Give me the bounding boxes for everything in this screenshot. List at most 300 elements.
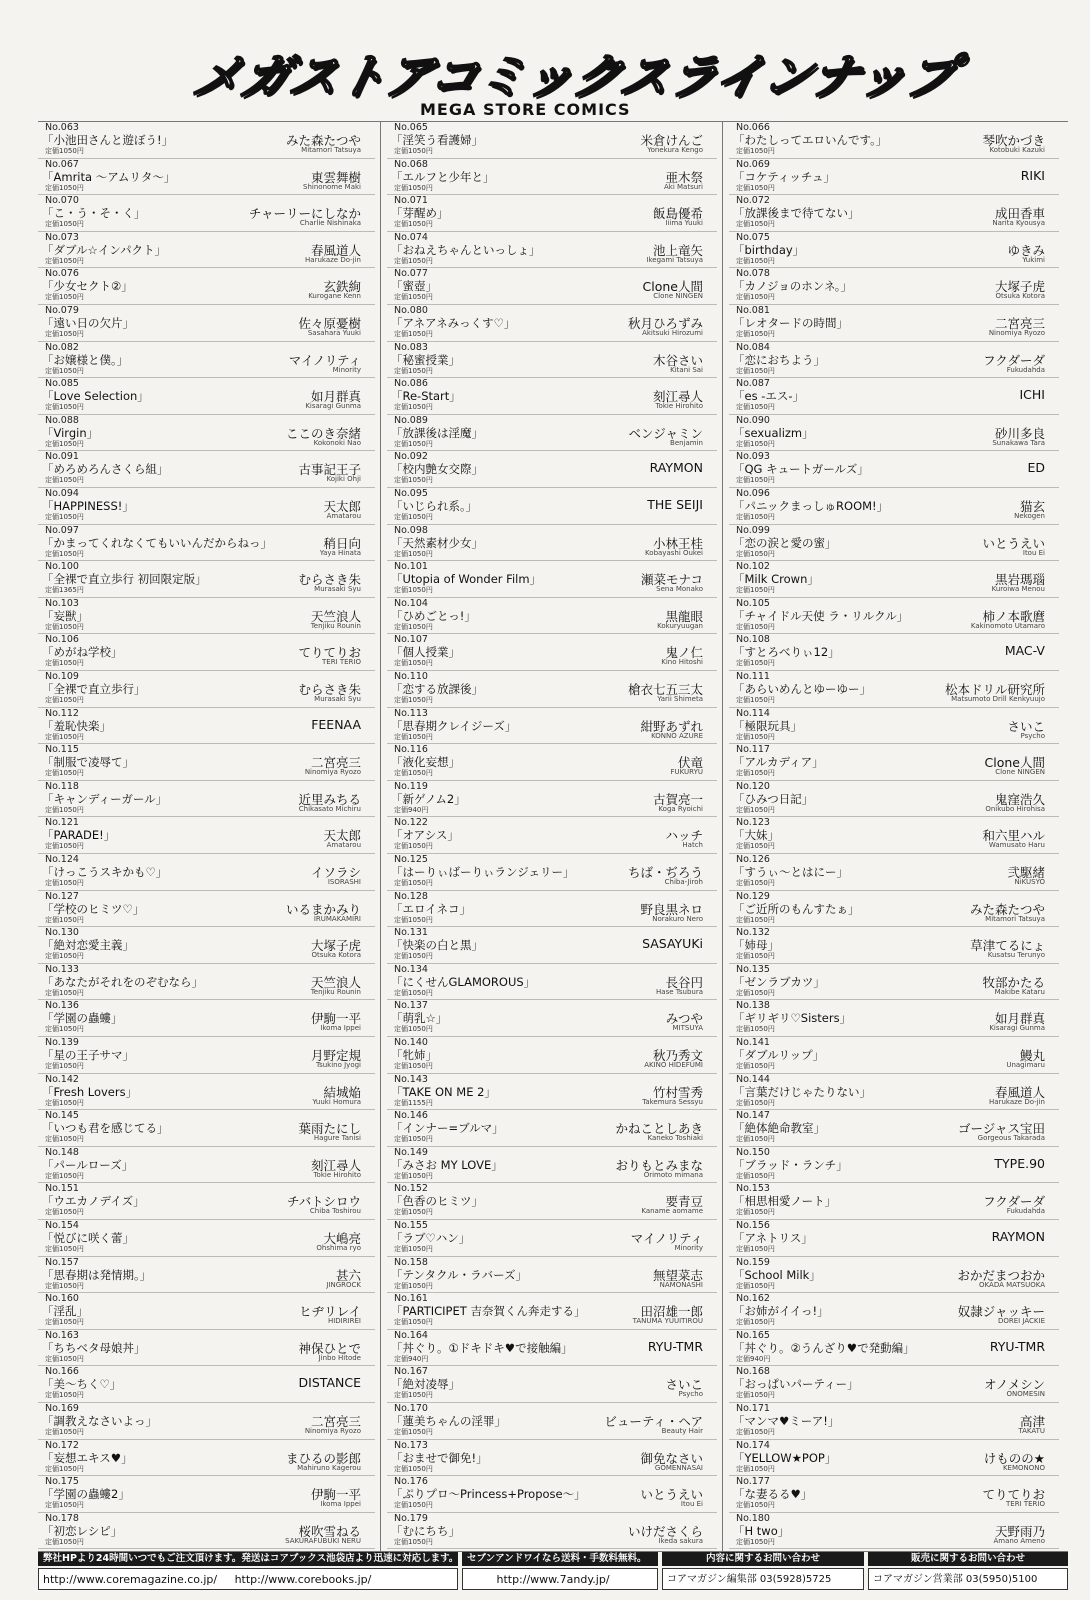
entry-title: 「おませで御免!」 — [391, 1450, 488, 1465]
entry-author-romaji: Yukimi — [1022, 255, 1045, 264]
entry-author: THE SEIJI — [647, 497, 703, 512]
entry-title: 「萌乳☆」 — [391, 1011, 448, 1026]
entry-number: No.095 — [394, 488, 428, 499]
entry-price: 定価1050円 — [45, 366, 84, 375]
entry-author-romaji: Kuroiwa Menou — [991, 585, 1045, 594]
entry-number: No.099 — [736, 524, 770, 536]
entry-author-romaji: NAMONASHI — [659, 1280, 703, 1289]
entry-author-romaji: Chiba Toshirou — [309, 1207, 361, 1216]
entry-author: RYU-TMR — [647, 1338, 703, 1354]
entry-author: いとうえい — [640, 1487, 703, 1503]
catalog-entry — [38, 1000, 375, 1037]
catalog-entry — [38, 1366, 375, 1403]
entry-title: 「言葉だけじゃたりない」 — [733, 1084, 871, 1099]
catalog-entry — [387, 1110, 717, 1147]
entry-author: 田沼雄一郎 — [640, 1304, 703, 1320]
entry-number: No.084 — [736, 341, 770, 353]
entry-title: 「マンマ♥ミーア!」 — [733, 1414, 840, 1428]
entry-number: No.129 — [736, 890, 770, 902]
entry-title: 「星の王子サマ」 — [42, 1048, 134, 1062]
entry-title: 「むにちち」 — [391, 1523, 460, 1538]
entry-price: 定価1050円 — [736, 1171, 775, 1180]
entry-author: ここのき奈緒 — [285, 425, 361, 441]
entry-title: 「オアシス」 — [391, 828, 459, 843]
entry-author: 天竺浪人 — [310, 974, 361, 990]
entry-price: 定価1050円 — [394, 1245, 433, 1253]
entry-title: 「めがね学校」 — [42, 645, 123, 660]
entry-author-romaji: GOMENNASAI — [654, 1463, 703, 1472]
entry-author: DISTANCE — [298, 1375, 361, 1391]
entry-price: 定価1050円 — [736, 513, 775, 521]
entry-author: Clone人間 — [984, 755, 1045, 771]
entry-author-romaji: Norakuro Nero — [652, 914, 703, 923]
entry-price: 定価1050円 — [45, 549, 84, 558]
entry-author-romaji: Koga Ryoichi — [658, 804, 703, 813]
catalog-entry — [387, 1330, 717, 1367]
entry-price: 定価1050円 — [394, 220, 433, 229]
entry-author-romaji: Matsumoto Drill Kenkyuujo — [951, 695, 1045, 703]
entry-number: No.147 — [736, 1110, 770, 1122]
entry-author: むらさき朱 — [298, 572, 361, 588]
catalog-entry — [38, 598, 375, 635]
catalog-entry — [387, 378, 717, 415]
catalog-entry — [729, 342, 1059, 379]
entry-title: 「思春期クレイジーズ」 — [391, 718, 517, 733]
entry-number: No.146 — [394, 1110, 428, 1122]
entry-number: No.136 — [45, 1000, 79, 1012]
entry-author-romaji: Psycho — [678, 1390, 703, 1399]
catalog-entry — [387, 1074, 717, 1111]
catalog-entry — [729, 598, 1059, 635]
entry-author: チャーリーにしなか — [248, 206, 361, 222]
entry-title: 「パールローズ」 — [42, 1157, 134, 1172]
entry-price: 定価1050円 — [45, 256, 84, 265]
entry-price: 定価1050円 — [736, 1208, 775, 1217]
entry-number: No.101 — [394, 561, 428, 573]
catalog-entry — [387, 122, 717, 159]
catalog-entry — [387, 1147, 717, 1184]
catalog-entry — [729, 1110, 1059, 1147]
entry-title: 「sexualizm」 — [733, 425, 814, 440]
entry-price: 定価1050円 — [736, 1464, 775, 1473]
entry-title: 「校内艶女交際」 — [391, 462, 483, 477]
entry-author-romaji: Kisaragi Gunma — [305, 402, 361, 411]
entry-author-romaji: Yonekura Kengo — [647, 146, 703, 154]
sevenandy-link[interactable]: http://www.7andy.jp/ — [496, 1573, 610, 1586]
entry-number: No.109 — [45, 671, 79, 682]
entry-author: フクダーダ — [983, 352, 1045, 368]
catalog-entry — [38, 671, 375, 708]
entry-price: 定価1050円 — [45, 879, 84, 887]
entry-author-romaji: Ikoma Ippei — [320, 1024, 361, 1033]
entry-price: 定価1050円 — [45, 1318, 84, 1327]
entry-author: TYPE.90 — [994, 1155, 1045, 1171]
entry-author: かねことしあき — [615, 1121, 703, 1137]
entry-author-romaji: Benjamin — [670, 438, 703, 447]
entry-number: No.123 — [736, 817, 770, 829]
entry-number: No.166 — [45, 1366, 79, 1378]
entry-number: No.088 — [45, 414, 79, 426]
entry-number: No.162 — [736, 1293, 770, 1305]
entry-number: No.063 — [45, 122, 79, 133]
entry-author: 月野定規 — [310, 1048, 361, 1063]
entry-number: No.112 — [45, 707, 79, 719]
entry-author: てりてりお — [298, 645, 361, 661]
entry-number: No.152 — [394, 1183, 428, 1195]
entry-price: 定価1050円 — [736, 952, 775, 961]
entry-author: 槍衣七五三太 — [627, 682, 703, 697]
entry-author: RAYMON — [991, 1229, 1045, 1244]
entry-author-romaji: DOREI JACKIE — [997, 1317, 1045, 1326]
entry-author: 琴吹かづき — [982, 133, 1045, 148]
entry-title: 「パニックまっしゅROOM!」 — [733, 499, 889, 513]
entry-number: No.065 — [394, 122, 428, 133]
entry-author: 秋乃秀文 — [652, 1048, 703, 1063]
catalog-entry — [387, 1513, 717, 1550]
footer-order — [38, 1552, 458, 1592]
catalog-entry — [38, 854, 375, 891]
corebooks-link[interactable]: http://www.corebooks.jp/ — [234, 1573, 372, 1586]
entry-price: 定価1050円 — [45, 622, 84, 631]
entry-title: 「ちちベタ母娘丼」 — [42, 1340, 146, 1355]
entry-title: 「芽醒め」 — [391, 206, 449, 221]
entry-author: 春風道人 — [994, 1084, 1045, 1100]
entry-author: 紺野あずれ — [640, 718, 703, 734]
entry-price: 定価1050円 — [736, 293, 775, 302]
entry-title: 「悦びに咲く蕾」 — [42, 1231, 134, 1245]
entry-price: 定価1050円 — [394, 1025, 433, 1034]
entry-number: No.070 — [45, 195, 79, 207]
catalog-entry — [38, 1220, 375, 1257]
entry-price: 定価1050円 — [736, 439, 775, 448]
entry-price: 定価1050円 — [394, 1391, 433, 1400]
catalog-entry — [729, 817, 1059, 854]
entry-number: No.108 — [736, 634, 770, 646]
entry-title: 「おねえちゃんといっしょ」 — [391, 242, 541, 257]
entry-number: No.103 — [45, 597, 79, 609]
entry-author-romaji: Kojiki Ohji — [326, 475, 361, 484]
entry-author: 神保ひとで — [298, 1340, 361, 1356]
catalog-entry — [729, 708, 1059, 745]
entry-title: 「Fresh Lovers」 — [42, 1084, 138, 1099]
page-subtitle: MEGA STORE COMICS — [420, 100, 631, 119]
entry-number: No.151 — [45, 1183, 79, 1195]
entry-author-romaji: Clone NINGEN — [995, 768, 1045, 777]
catalog-entry — [38, 122, 375, 159]
entry-title: 「Love Selection」 — [42, 389, 149, 404]
entry-number: No.139 — [45, 1037, 79, 1048]
entry-author: まひるの影郎 — [285, 1450, 361, 1466]
entry-author-romaji: Amatarou — [326, 512, 361, 520]
entry-title: 「相思相愛ノート」 — [733, 1194, 837, 1209]
entry-author-romaji: Hase Tsubura — [656, 987, 703, 996]
entry-author: ハッチ — [665, 828, 703, 844]
entry-price: 定価1050円 — [736, 256, 775, 265]
entry-number: No.142 — [45, 1073, 79, 1085]
catalog-entry — [387, 744, 717, 781]
entry-author-romaji: Amano Ameno — [993, 1536, 1045, 1545]
entry-number: No.067 — [45, 158, 79, 170]
entry-number: No.074 — [394, 231, 428, 243]
entry-price: 定価1050円 — [394, 1135, 433, 1144]
entry-author-romaji: Ikegami Tatsuya — [646, 255, 703, 264]
entry-author-romaji: Tokie Hirohito — [313, 1170, 361, 1179]
entry-title: 「小池田さんと遊ぼう!」 — [42, 133, 174, 147]
entry-price: 定価1365円 — [45, 586, 84, 595]
entry-author-romaji: HIDIRIREI — [327, 1317, 361, 1326]
entry-number: No.096 — [736, 488, 770, 499]
entry-author: てりてりお — [982, 1487, 1045, 1503]
catalog-entry — [729, 854, 1059, 891]
entry-number: No.174 — [736, 1439, 770, 1451]
entry-author-romaji: Ninomiya Ryozo — [304, 1427, 361, 1435]
entry-author: マイノリティ — [288, 352, 361, 368]
sales-inquiry-label: 販売に関するお問い合わせ — [868, 1552, 1068, 1566]
entry-number: No.126 — [736, 854, 770, 865]
entry-price: 定価1050円 — [45, 1354, 84, 1363]
entry-author: RYU-TMR — [989, 1338, 1045, 1354]
entry-price: 定価1050円 — [45, 696, 84, 704]
catalog-entry — [38, 781, 375, 818]
entry-price: 定価1050円 — [736, 1062, 775, 1070]
catalog-entry — [38, 1476, 375, 1513]
entry-title: 「秘蜜授業」 — [391, 352, 460, 367]
entry-number: No.172 — [45, 1439, 79, 1451]
entry-number: No.169 — [45, 1403, 79, 1414]
entry-title: 「アネトリス」 — [733, 1231, 813, 1245]
entry-author-romaji: Ikoma Ippei — [320, 1500, 361, 1509]
catalog-entry — [38, 268, 375, 305]
entry-author: 二宮亮三 — [310, 755, 361, 771]
entry-title: 「調教えなさいよっ」 — [42, 1414, 157, 1428]
entry-number: No.104 — [394, 597, 428, 609]
entry-price: 定価1050円 — [45, 1062, 84, 1070]
entry-author-romaji: Ikeda sakura — [658, 1536, 703, 1545]
entry-author-romaji: Kaneko Toshiaki — [647, 1134, 703, 1143]
entry-number: No.076 — [45, 268, 79, 280]
catalog-entry — [387, 671, 717, 708]
entry-number: No.158 — [394, 1256, 428, 1268]
entry-price: 定価1050円 — [736, 915, 775, 924]
entry-author: 亜木祭 — [665, 169, 703, 185]
entry-price: 定価1050円 — [736, 659, 775, 668]
entry-author: 桜吹雪ねる — [298, 1523, 361, 1539]
entry-price: 定価1050円 — [736, 622, 775, 631]
catalog-entry — [387, 232, 717, 269]
catalog-entry — [38, 708, 375, 745]
catalog-entry — [38, 927, 375, 964]
coremagazine-link[interactable]: http://www.coremagazine.co.jp/ — [43, 1573, 218, 1586]
entry-author: 古賀亮一 — [652, 791, 703, 807]
entry-title: 「ぷりプロ～Princess+Propose～」 — [391, 1487, 586, 1502]
entry-author: さいこ — [665, 1377, 703, 1393]
entry-price: 定価1050円 — [736, 1025, 775, 1034]
entry-author: RIKI — [1020, 167, 1045, 183]
entry-price: 定価1050円 — [736, 805, 775, 814]
entry-number: No.135 — [736, 963, 770, 975]
entry-number: No.100 — [45, 561, 79, 573]
entry-number: No.137 — [394, 1000, 428, 1012]
entry-price: 定価1050円 — [394, 732, 433, 741]
entry-author: 天太郎 — [323, 828, 361, 844]
entry-price: 定価1050円 — [45, 1135, 84, 1144]
entry-title: 「ウエカノデイズ」 — [42, 1194, 145, 1209]
entry-author-romaji: Kurogane Kenn — [308, 292, 361, 301]
entry-number: No.124 — [45, 854, 79, 865]
entry-author: けものの★ — [983, 1450, 1045, 1466]
entry-author-romaji: Hagure Tanisi — [313, 1134, 361, 1143]
entry-author-romaji: Kokuryuugan — [657, 621, 703, 630]
entry-author-romaji: Akitsuki Hirozumi — [642, 329, 703, 337]
entry-number: No.080 — [394, 305, 428, 316]
entry-author-romaji: Psycho — [1020, 731, 1045, 740]
catalog-entry — [38, 561, 375, 598]
entry-title: 「QG キュートガールズ」 — [733, 462, 869, 477]
entry-price: 定価940円 — [394, 1354, 429, 1363]
entry-author: 猫玄 — [1019, 499, 1045, 514]
entry-number: No.119 — [394, 780, 428, 792]
catalog-entry — [38, 1403, 375, 1440]
entry-title: 「妄想エキス♥」 — [42, 1450, 133, 1465]
catalog-entry — [729, 1513, 1059, 1550]
entry-number: No.179 — [394, 1512, 428, 1524]
entry-author: ベンジャミン — [628, 425, 703, 441]
entry-price: 定価1050円 — [736, 879, 775, 887]
entry-price: 定価1050円 — [394, 293, 433, 302]
entry-author: オノメシン — [984, 1377, 1045, 1393]
entry-title: 「おっぱいパーティー」 — [733, 1377, 859, 1392]
entry-author-romaji: Yarii Shimeta — [657, 695, 703, 703]
entry-price: 定価1050円 — [45, 1025, 84, 1034]
entry-number: No.091 — [45, 451, 79, 463]
entry-title: 「PARADE!」 — [42, 828, 116, 843]
entry-price: 定価940円 — [736, 1354, 771, 1363]
entry-author: 野良黒ネロ — [640, 901, 703, 917]
entry-author-romaji: Tenjiku Rounin — [310, 987, 361, 996]
entry-price: 定価1050円 — [736, 1135, 775, 1144]
entry-author: いるまかみり — [285, 901, 361, 917]
entry-author: 奴隷ジャッキー — [957, 1304, 1045, 1320]
entry-number: No.075 — [736, 231, 770, 243]
catalog-entry — [38, 378, 375, 415]
entry-price: 定価1050円 — [394, 549, 433, 558]
entry-author-romaji: KONNO AZURE — [651, 731, 703, 740]
entry-price: 定価1050円 — [45, 513, 84, 521]
catalog-entry — [729, 525, 1059, 562]
entry-author: 佐々原憂樹 — [298, 316, 361, 331]
entry-author-romaji: AKINO HIDEFUMI — [644, 1061, 703, 1069]
entry-number: No.134 — [394, 963, 428, 975]
catalog-entry — [729, 561, 1059, 598]
entry-number: No.093 — [736, 451, 770, 463]
catalog-entry — [38, 195, 375, 232]
entry-title: 「Re-Start」 — [391, 389, 461, 404]
entry-author: 天竺浪人 — [310, 608, 361, 624]
entry-number: No.116 — [394, 744, 428, 756]
entry-author: 瀬菜モナコ — [640, 572, 703, 588]
entry-title: 「School Milk」 — [733, 1267, 821, 1282]
entry-author-romaji: ISORASHI — [327, 878, 361, 886]
entry-price: 定価1050円 — [394, 879, 433, 887]
entry-price: 定価1050円 — [736, 1537, 775, 1546]
catalog-entry — [38, 1147, 375, 1184]
entry-author: 伊駒一平 — [310, 1487, 361, 1503]
catalog-entry — [387, 891, 717, 928]
order-notice: 弊社HPより24時間いつでもご注文頂けます。発送はコアブックス池袋店より迅速に対応します。 — [38, 1552, 458, 1566]
entry-title: 「テンタクル・ラバーズ」 — [391, 1267, 528, 1282]
entry-author-romaji: ONOMESIN — [1006, 1390, 1045, 1399]
entry-author-romaji: TERI TERIO — [322, 658, 361, 667]
entry-price: 定価1050円 — [394, 696, 433, 704]
entry-number: No.143 — [394, 1073, 428, 1085]
entry-author: おかだまつおか — [957, 1267, 1045, 1283]
entry-title: 「液化妄想」 — [391, 755, 460, 770]
entry-number: No.138 — [736, 1000, 770, 1012]
entry-author-romaji: Onikubo Hirohisa — [985, 804, 1045, 813]
catalog-entry — [38, 1330, 375, 1367]
content-contact: コアマガジン編集部 03(5928)5725 — [662, 1568, 864, 1590]
catalog-entry — [38, 1037, 375, 1074]
catalog-entry — [38, 1293, 375, 1330]
entry-number: No.097 — [45, 524, 79, 536]
entry-number: No.150 — [736, 1146, 770, 1158]
entry-price: 定価1050円 — [45, 952, 84, 961]
entry-title: 「天然素材少女」 — [391, 535, 483, 550]
entry-author: おりもとみまな — [615, 1157, 703, 1173]
entry-title: 「コケティッチュ」 — [733, 169, 836, 184]
catalog-entry — [387, 488, 717, 525]
entry-price: 定価1050円 — [394, 1062, 433, 1070]
entry-author: ビューティ・ヘア — [604, 1414, 703, 1429]
entry-number: No.087 — [736, 378, 770, 390]
entry-number: No.177 — [736, 1476, 770, 1488]
entry-title: 「蓮美ちゃんの淫罪」 — [391, 1414, 506, 1428]
catalog-entry — [387, 634, 717, 671]
entry-author: RAYMON — [649, 460, 703, 476]
entry-author-romaji: Orimoto mimana — [643, 1170, 703, 1179]
catalog-entry — [38, 451, 375, 488]
entry-number: No.164 — [394, 1329, 428, 1341]
entry-title: 「学園の蟲螻2」 — [42, 1487, 130, 1502]
entry-number: No.085 — [45, 378, 79, 390]
catalog-entry — [729, 488, 1059, 525]
entry-author-romaji: Tokie Hirohito — [655, 402, 703, 411]
entry-number: No.145 — [45, 1110, 79, 1122]
entry-price: 定価1050円 — [394, 622, 433, 631]
entry-price: 定価1050円 — [736, 1281, 775, 1290]
catalog-entry — [387, 342, 717, 379]
entry-author-romaji: Charlie Nishinaka — [299, 219, 361, 228]
entry-author-romaji: Harukaze Do-jin — [305, 255, 361, 264]
entry-author-romaji: Kakinomoto Utamaro — [970, 621, 1045, 630]
catalog-entry — [729, 159, 1059, 196]
entry-author-romaji: TAKATU — [1018, 1427, 1045, 1435]
entry-author: 天太郎 — [323, 499, 361, 514]
entry-number: No.156 — [736, 1220, 770, 1231]
entry-title: 「ひみつ日記」 — [733, 791, 814, 806]
entry-author-romaji: Ninomiya Ryozo — [304, 768, 361, 777]
entry-author-romaji: Wamusato Haru — [988, 841, 1045, 850]
entry-number: No.107 — [394, 634, 428, 646]
entry-title: 「羞恥快楽」 — [42, 718, 111, 733]
catalog-entry — [387, 1257, 717, 1294]
entry-price: 定価1050円 — [45, 1428, 84, 1436]
entry-title: 「すとろべりぃ12」 — [733, 645, 840, 660]
entry-price: 定価1050円 — [394, 659, 433, 668]
entry-title: 「PARTICIPET 吉奈賀くん奔走する」 — [391, 1304, 586, 1319]
entry-price: 定価1050円 — [736, 1428, 775, 1436]
catalog-entry — [38, 1513, 375, 1550]
